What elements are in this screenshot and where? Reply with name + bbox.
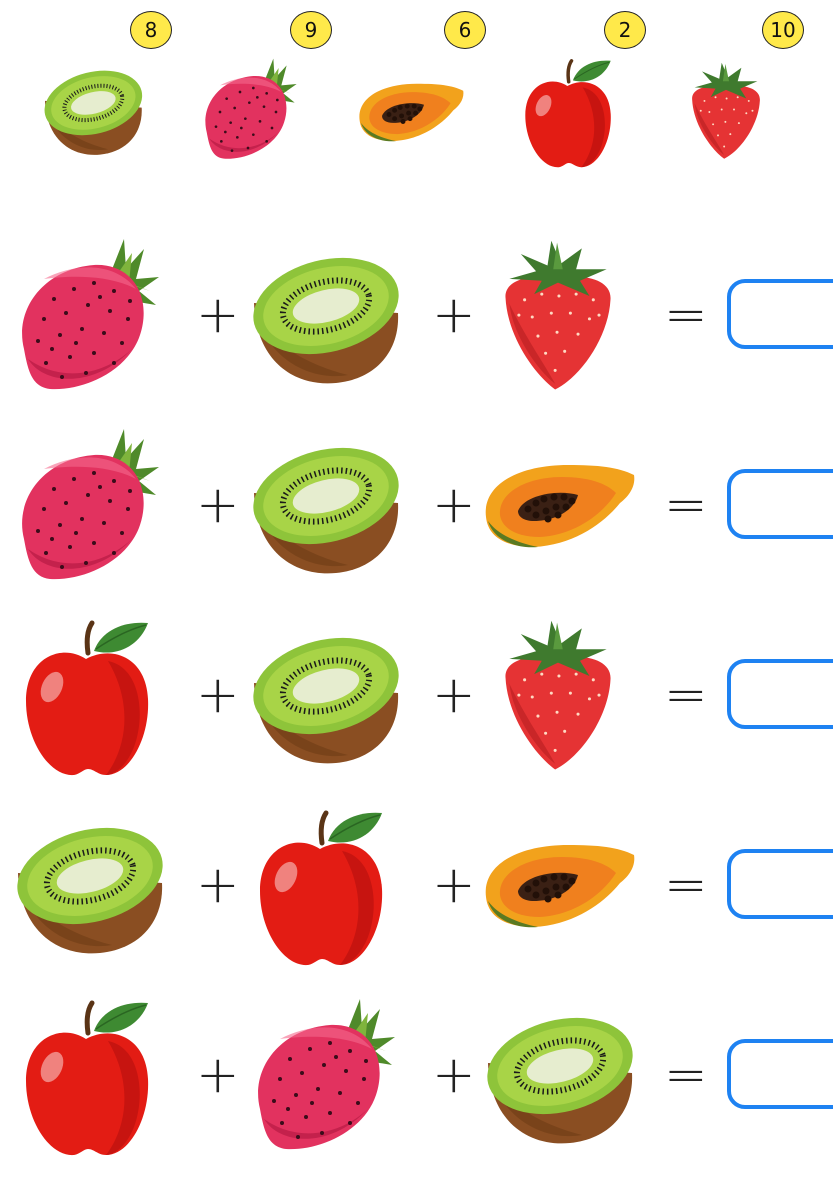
plus-sign: + <box>432 285 476 345</box>
kiwi-icon <box>244 441 404 581</box>
strawberry-icon <box>496 237 620 397</box>
answer-box[interactable] <box>727 849 833 919</box>
equals-sign: = <box>664 855 708 915</box>
key-item-apple <box>506 0 656 180</box>
key-item-papaya <box>346 0 496 180</box>
kiwi-icon <box>38 66 146 160</box>
plus-sign: + <box>196 855 240 915</box>
key-item-kiwi <box>26 0 176 180</box>
answer-box[interactable] <box>727 659 833 729</box>
apple-icon <box>22 619 152 779</box>
plus-sign: + <box>432 475 476 535</box>
equation-row <box>0 425 833 615</box>
papaya-icon <box>478 459 638 549</box>
value-badge: 2 <box>604 11 646 49</box>
equals-sign: = <box>664 665 708 725</box>
equation-row <box>0 615 833 805</box>
equals-sign: = <box>664 475 708 535</box>
equation-row <box>0 235 833 425</box>
papaya-icon <box>354 78 466 144</box>
dragonfruit-icon <box>14 429 164 589</box>
dragonfruit-icon <box>200 58 300 166</box>
answer-box[interactable] <box>727 469 833 539</box>
plus-sign: + <box>196 665 240 725</box>
apple-icon <box>522 58 614 170</box>
strawberry-icon <box>686 58 766 166</box>
equation-row <box>0 995 833 1185</box>
kiwi-icon <box>244 251 404 391</box>
equation-row <box>0 805 833 995</box>
value-badge: 8 <box>130 11 172 49</box>
key-item-strawberry <box>666 0 816 180</box>
dragonfruit-icon <box>250 999 400 1159</box>
plus-sign: + <box>196 1045 240 1105</box>
plus-sign: + <box>432 1045 476 1105</box>
equals-sign: = <box>664 1045 708 1105</box>
kiwi-icon <box>244 631 404 771</box>
kiwi-icon <box>8 821 168 961</box>
value-badge: 9 <box>290 11 332 49</box>
value-badge: 6 <box>444 11 486 49</box>
equals-sign: = <box>664 285 708 345</box>
apple-icon <box>22 999 152 1159</box>
plus-sign: + <box>196 285 240 345</box>
answer-box[interactable] <box>727 1039 833 1109</box>
dragonfruit-icon <box>14 239 164 399</box>
strawberry-icon <box>496 617 620 777</box>
plus-sign: + <box>432 855 476 915</box>
papaya-icon <box>478 839 638 929</box>
answer-box[interactable] <box>727 279 833 349</box>
value-badge: 10 <box>762 11 804 49</box>
plus-sign: + <box>196 475 240 535</box>
apple-icon <box>256 809 386 969</box>
key-item-dragonfruit <box>186 0 336 180</box>
plus-sign: + <box>432 665 476 725</box>
kiwi-icon <box>478 1011 638 1151</box>
